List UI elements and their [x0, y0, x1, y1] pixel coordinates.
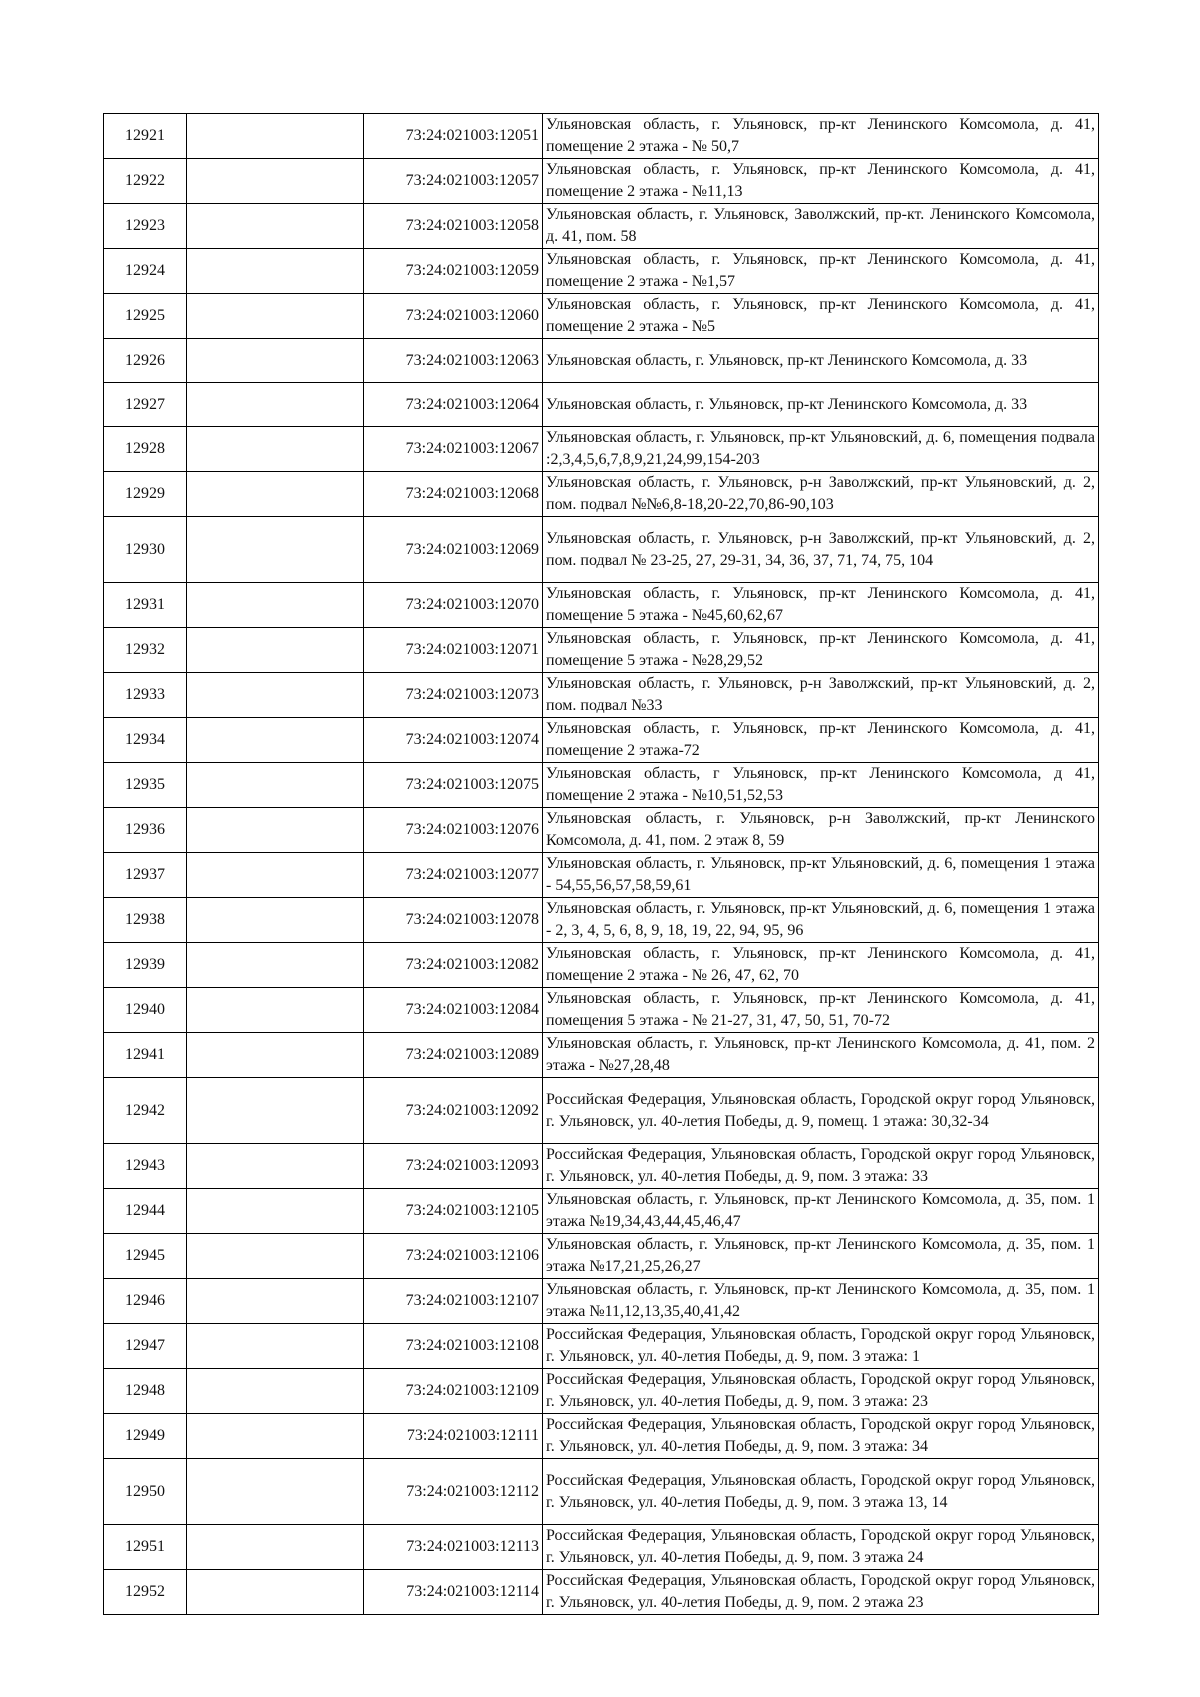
address: Ульяновская область, г. Ульяновск, пр-кт Ленинского Комсомола, д. 33	[543, 383, 1099, 427]
address: Ульяновская область, г. Ульяновск, р-н Заволжский, пр-кт Ульяновский, д. 2, пом. подвал №№6,8-18,20-22,70,86-90,103	[543, 472, 1099, 517]
cadastral-number: 73:24:021003:12059	[364, 249, 543, 294]
row-number: 12921	[104, 114, 187, 159]
table-row	[104, 1324, 1099, 1369]
table-row	[104, 427, 1099, 472]
table-row	[104, 1033, 1099, 1078]
table-row	[104, 204, 1099, 249]
cadastral-number: 73:24:021003:12114	[364, 1570, 543, 1615]
address: Ульяновская область, г. Ульяновск, Заволжский, пр-кт. Ленинского Комсомола, д. 41, пом. 58	[543, 204, 1099, 249]
table-row	[104, 249, 1099, 294]
table-row	[104, 294, 1099, 339]
cadastral-number: 73:24:021003:12078	[364, 898, 543, 943]
table-row	[104, 1189, 1099, 1234]
table-row	[104, 1414, 1099, 1459]
row-number: 12939	[104, 943, 187, 988]
cadastral-number: 73:24:021003:12067	[364, 427, 543, 472]
table-row	[104, 1234, 1099, 1279]
row-number: 12932	[104, 628, 187, 673]
cadastral-number: 73:24:021003:12068	[364, 472, 543, 517]
cadastral-number: 73:24:021003:12064	[364, 383, 543, 427]
row-number: 12943	[104, 1144, 187, 1189]
address: Ульяновская область, г. Ульяновск, пр-кт Ленинского Комсомола, д. 41, помещение 5 этажа - №28,29,52	[543, 628, 1099, 673]
empty-cell	[187, 853, 364, 898]
empty-cell	[187, 943, 364, 988]
address: Ульяновская область, г. Ульяновск, р-н Заволжский, пр-кт Ульяновский, д. 2, пом. подвал №33	[543, 673, 1099, 718]
address: Ульяновская область, г. Ульяновск, пр-кт Ленинского Комсомола, д. 41, помещение 2 этажа - №11,13	[543, 159, 1099, 204]
table-row	[104, 853, 1099, 898]
table-row	[104, 383, 1099, 427]
table-row	[104, 673, 1099, 718]
empty-cell	[187, 159, 364, 204]
cadastral-number: 73:24:021003:12113	[364, 1525, 543, 1570]
address: Российская Федерация, Ульяновская область, Городской округ город Ульяновск, г. Ульяновск, ул. 40-летия Победы, д. 9, пом. 2 этажа 23	[543, 1570, 1099, 1615]
empty-cell	[187, 628, 364, 673]
row-number: 12945	[104, 1234, 187, 1279]
cadastral-number: 73:24:021003:12069	[364, 517, 543, 583]
cadastral-number: 73:24:021003:12108	[364, 1324, 543, 1369]
empty-cell	[187, 427, 364, 472]
row-number: 12931	[104, 583, 187, 628]
empty-cell	[187, 1144, 364, 1189]
address: Российская Федерация, Ульяновская область, Городской округ город Ульяновск, г. Ульяновск, ул. 40-летия Победы, д. 9, помещ. 1 этажа: 30,32-34	[543, 1078, 1099, 1144]
table-row	[104, 583, 1099, 628]
empty-cell	[187, 1234, 364, 1279]
row-number: 12936	[104, 808, 187, 853]
row-number: 12948	[104, 1369, 187, 1414]
empty-cell	[187, 718, 364, 763]
cadastral-number: 73:24:021003:12076	[364, 808, 543, 853]
address: Ульяновская область, г. Ульяновск, пр-кт Ленинского Комсомола, д. 41, помещение 2 этажа - № 26, 47, 62, 70	[543, 943, 1099, 988]
cadastral-number: 73:24:021003:12075	[364, 763, 543, 808]
empty-cell	[187, 472, 364, 517]
empty-cell	[187, 249, 364, 294]
address: Ульяновская область, г. Ульяновск, р-н Заволжский, пр-кт Ульяновский, д. 2, пом. подвал № 23-25, 27, 29-31, 34, 36, 37, 71, 74, 75, 104	[543, 517, 1099, 583]
address: Российская Федерация, Ульяновская область, Городской округ город Ульяновск, г. Ульяновск, ул. 40-летия Победы, д. 9, пом. 3 этажа: 1	[543, 1324, 1099, 1369]
row-number: 12928	[104, 427, 187, 472]
empty-cell	[187, 294, 364, 339]
cadastral-number: 73:24:021003:12112	[364, 1459, 543, 1525]
address: Российская Федерация, Ульяновская область, Городской округ город Ульяновск, г. Ульяновск, ул. 40-летия Победы, д. 9, пом. 3 этажа: 34	[543, 1414, 1099, 1459]
registry-table-body	[104, 114, 1099, 1615]
cadastral-number: 73:24:021003:12084	[364, 988, 543, 1033]
row-number: 12946	[104, 1279, 187, 1324]
empty-cell	[187, 1324, 364, 1369]
table-row	[104, 339, 1099, 383]
address: Ульяновская область, г. Ульяновск, пр-кт Ленинского Комсомола, д. 41, помещение 2 этажа-72	[543, 718, 1099, 763]
empty-cell	[187, 517, 364, 583]
empty-cell	[187, 339, 364, 383]
cadastral-number: 73:24:021003:12058	[364, 204, 543, 249]
row-number: 12942	[104, 1078, 187, 1144]
table-row	[104, 718, 1099, 763]
address: Ульяновская область, г. Ульяновск, р-н Заволжский, пр-кт Ленинского Комсомола, д. 41, пом. 2 этаж 8, 59	[543, 808, 1099, 853]
empty-cell	[187, 1414, 364, 1459]
cadastral-number: 73:24:021003:12063	[364, 339, 543, 383]
empty-cell	[187, 1279, 364, 1324]
address: Российская Федерация, Ульяновская область, Городской округ город Ульяновск, г. Ульяновск, ул. 40-летия Победы, д. 9, пом. 3 этажа: 23	[543, 1369, 1099, 1414]
cadastral-number: 73:24:021003:12057	[364, 159, 543, 204]
address: Ульяновская область, г. Ульяновск, пр-кт Ленинского Комсомола, д. 41, пом. 2 этажа - №27,28,48	[543, 1033, 1099, 1078]
address: Ульяновская область, г. Ульяновск, пр-кт Ленинского Комсомола, д. 35, пом. 1 этажа №19,34,43,44,45,46,47	[543, 1189, 1099, 1234]
address: Ульяновская область, г Ульяновск, пр-кт Ленинского Комсомола, д 41, помещение 2 этажа - №10,51,52,53	[543, 763, 1099, 808]
row-number: 12941	[104, 1033, 187, 1078]
address: Ульяновская область, г. Ульяновск, пр-кт Ульяновский, д. 6, помещения 1 этажа - 2, 3, 4, 5, 6, 8, 9, 18, 19, 22, 94, 95, 96	[543, 898, 1099, 943]
address: Ульяновская область, г. Ульяновск, пр-кт Ленинского Комсомола, д. 41, помещение 2 этажа - № 50,7	[543, 114, 1099, 159]
empty-cell	[187, 583, 364, 628]
address: Ульяновская область, г. Ульяновск, пр-кт Ленинского Комсомола, д. 33	[543, 339, 1099, 383]
address: Ульяновская область, г. Ульяновск, пр-кт Ульяновский, д. 6, помещения 1 этажа - 54,55,56,57,58,59,61	[543, 853, 1099, 898]
empty-cell	[187, 763, 364, 808]
empty-cell	[187, 1525, 364, 1570]
row-number: 12938	[104, 898, 187, 943]
address: Ульяновская область, г. Ульяновск, пр-кт Ленинского Комсомола, д. 35, пом. 1 этажа №11,12,13,35,40,41,42	[543, 1279, 1099, 1324]
cadastral-number: 73:24:021003:12070	[364, 583, 543, 628]
table-row	[104, 1369, 1099, 1414]
row-number: 12922	[104, 159, 187, 204]
row-number: 12929	[104, 472, 187, 517]
row-number: 12933	[104, 673, 187, 718]
cadastral-number: 73:24:021003:12092	[364, 1078, 543, 1144]
row-number: 12952	[104, 1570, 187, 1615]
empty-cell	[187, 204, 364, 249]
address: Ульяновская область, г. Ульяновск, пр-кт Ленинского Комсомола, д. 41, помещение 2 этажа - №5	[543, 294, 1099, 339]
row-number: 12949	[104, 1414, 187, 1459]
row-number: 12947	[104, 1324, 187, 1369]
cadastral-number: 73:24:021003:12060	[364, 294, 543, 339]
address: Ульяновская область, г. Ульяновск, пр-кт Ленинского Комсомола, д. 41, помещения 5 этажа - № 21-27, 31, 47, 50, 51, 70-72	[543, 988, 1099, 1033]
empty-cell	[187, 1459, 364, 1525]
table-row	[104, 1144, 1099, 1189]
property-registry-table	[103, 113, 1099, 1615]
table-row	[104, 898, 1099, 943]
empty-cell	[187, 1189, 364, 1234]
address: Российская Федерация, Ульяновская область, Городской округ город Ульяновск, г. Ульяновск, ул. 40-летия Победы, д. 9, пом. 3 этажа 13, 14	[543, 1459, 1099, 1525]
empty-cell	[187, 808, 364, 853]
table-row	[104, 159, 1099, 204]
table-row	[104, 1525, 1099, 1570]
table-row	[104, 943, 1099, 988]
row-number: 12951	[104, 1525, 187, 1570]
row-number: 12925	[104, 294, 187, 339]
address: Российская Федерация, Ульяновская область, Городской округ город Ульяновск, г. Ульяновск, ул. 40-летия Победы, д. 9, пом. 3 этажа 24	[543, 1525, 1099, 1570]
table-row	[104, 763, 1099, 808]
cadastral-number: 73:24:021003:12073	[364, 673, 543, 718]
address: Российская Федерация, Ульяновская область, Городской округ город Ульяновск, г. Ульяновск, ул. 40-летия Победы, д. 9, пом. 3 этажа: 33	[543, 1144, 1099, 1189]
empty-cell	[187, 1033, 364, 1078]
empty-cell	[187, 673, 364, 718]
cadastral-number: 73:24:021003:12109	[364, 1369, 543, 1414]
row-number: 12927	[104, 383, 187, 427]
empty-cell	[187, 1078, 364, 1144]
row-number: 12937	[104, 853, 187, 898]
cadastral-number: 73:24:021003:12051	[364, 114, 543, 159]
cadastral-number: 73:24:021003:12105	[364, 1189, 543, 1234]
cadastral-number: 73:24:021003:12071	[364, 628, 543, 673]
row-number: 12950	[104, 1459, 187, 1525]
cadastral-number: 73:24:021003:12082	[364, 943, 543, 988]
cadastral-number: 73:24:021003:12089	[364, 1033, 543, 1078]
cadastral-number: 73:24:021003:12106	[364, 1234, 543, 1279]
empty-cell	[187, 383, 364, 427]
cadastral-number: 73:24:021003:12074	[364, 718, 543, 763]
table-row	[104, 1570, 1099, 1615]
table-row	[104, 1078, 1099, 1144]
row-number: 12944	[104, 1189, 187, 1234]
cadastral-number: 73:24:021003:12077	[364, 853, 543, 898]
empty-cell	[187, 988, 364, 1033]
empty-cell	[187, 898, 364, 943]
table-row	[104, 628, 1099, 673]
row-number: 12923	[104, 204, 187, 249]
table-row	[104, 1459, 1099, 1525]
table-row	[104, 472, 1099, 517]
row-number: 12930	[104, 517, 187, 583]
address: Ульяновская область, г. Ульяновск, пр-кт Ленинского Комсомола, д. 41, помещение 2 этажа - №1,57	[543, 249, 1099, 294]
table-row	[104, 517, 1099, 583]
address: Ульяновская область, г. Ульяновск, пр-кт Ульяновский, д. 6, помещения подвала :2,3,4,5,6,7,8,9,21,24,99,154-203	[543, 427, 1099, 472]
row-number: 12926	[104, 339, 187, 383]
table-row	[104, 1279, 1099, 1324]
cadastral-number: 73:24:021003:12107	[364, 1279, 543, 1324]
empty-cell	[187, 1369, 364, 1414]
row-number: 12934	[104, 718, 187, 763]
table-row	[104, 988, 1099, 1033]
empty-cell	[187, 1570, 364, 1615]
cadastral-number: 73:24:021003:12093	[364, 1144, 543, 1189]
table-row	[104, 114, 1099, 159]
address: Ульяновская область, г. Ульяновск, пр-кт Ленинского Комсомола, д. 41, помещение 5 этажа - №45,60,62,67	[543, 583, 1099, 628]
cadastral-number: 73:24:021003:12111	[364, 1414, 543, 1459]
table-row	[104, 808, 1099, 853]
row-number: 12935	[104, 763, 187, 808]
row-number: 12940	[104, 988, 187, 1033]
address: Ульяновская область, г. Ульяновск, пр-кт Ленинского Комсомола, д. 35, пом. 1 этажа №17,21,25,26,27	[543, 1234, 1099, 1279]
empty-cell	[187, 114, 364, 159]
row-number: 12924	[104, 249, 187, 294]
